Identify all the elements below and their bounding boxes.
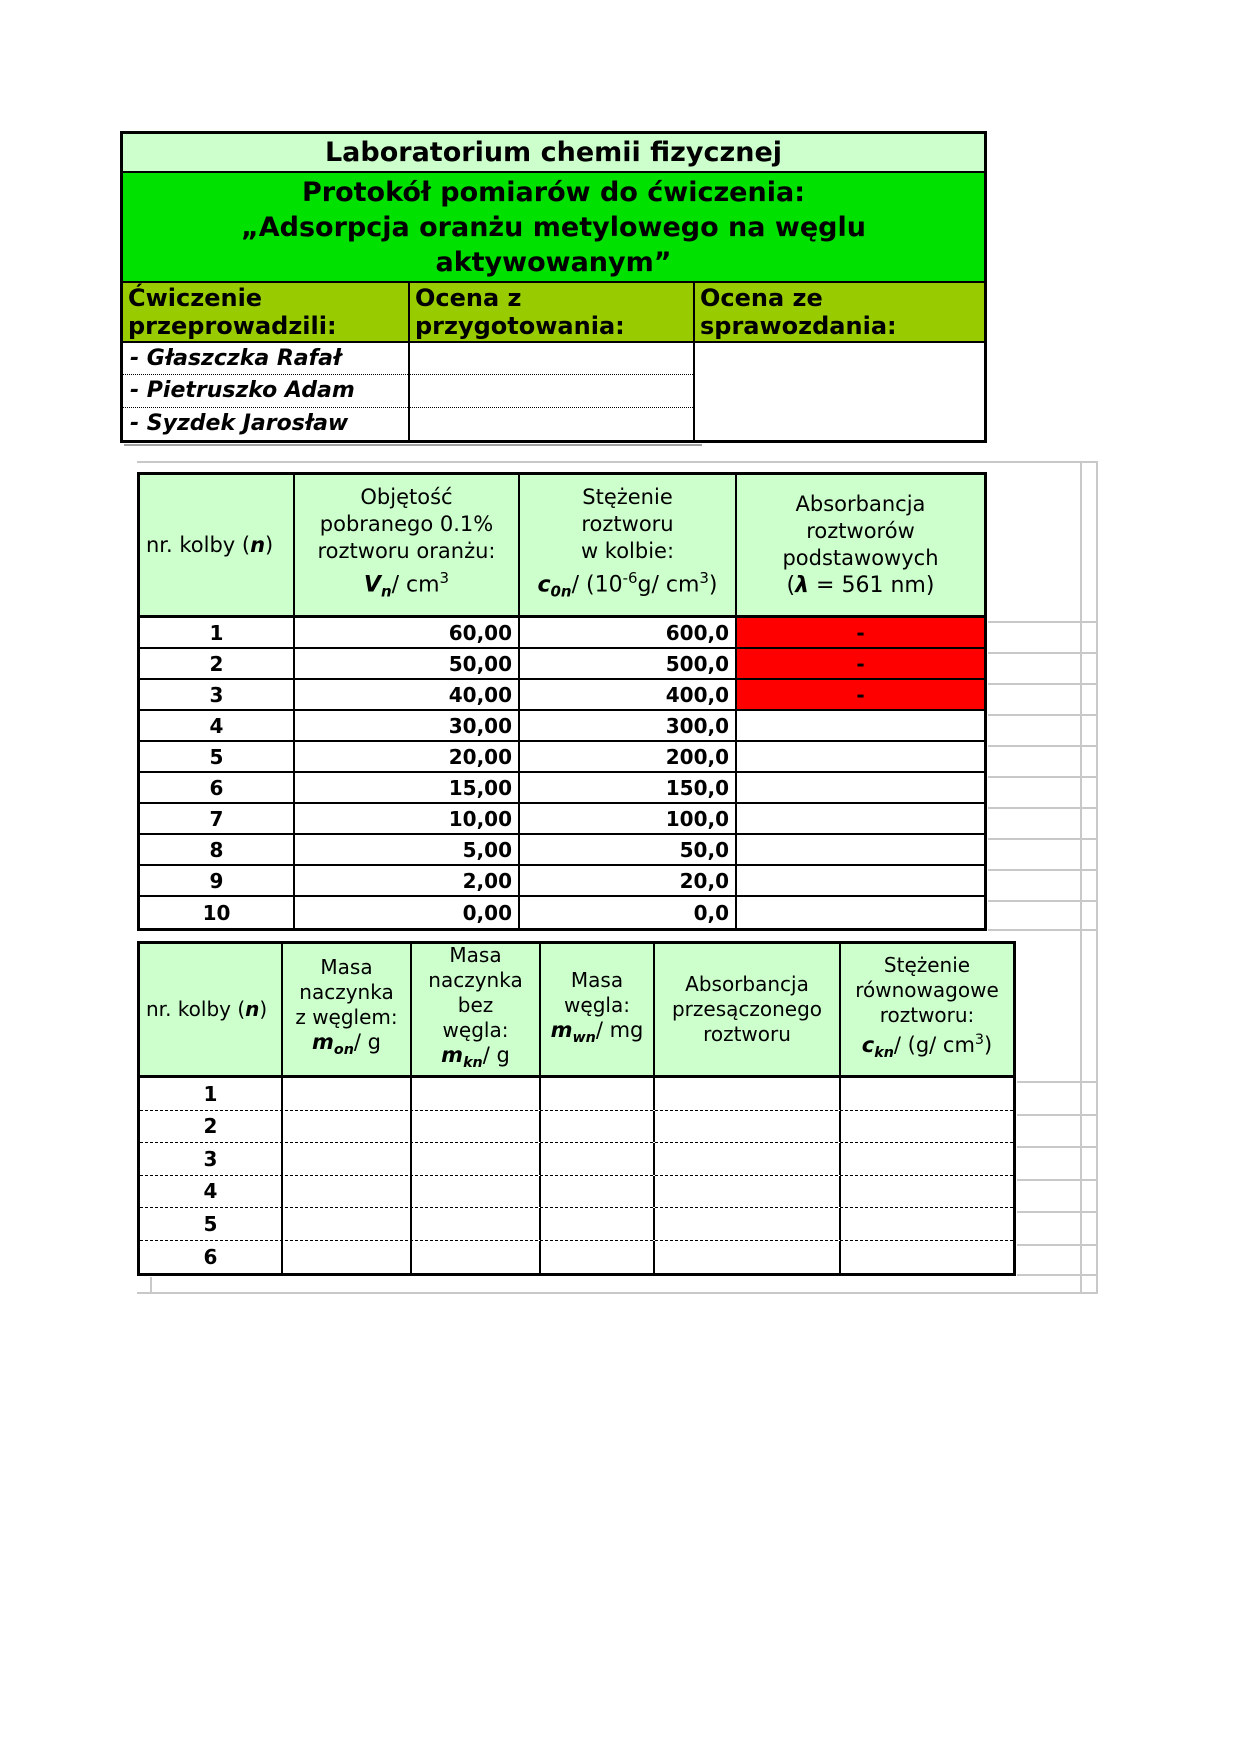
flask-number-cell: 2 — [140, 1111, 283, 1143]
gridline — [988, 714, 1096, 716]
table-row — [140, 680, 984, 711]
filtrate-absorbance-cell — [655, 1208, 841, 1240]
concentration-cell: 600,0 — [520, 618, 737, 647]
standards-table-header — [140, 475, 984, 618]
mass-with-carbon-cell — [283, 1078, 412, 1110]
flask-number-cell: 1 — [140, 1078, 283, 1110]
gridline — [988, 869, 1096, 871]
flask-number-cell: 3 — [140, 680, 295, 709]
header-line: bez — [457, 992, 494, 1017]
gridline — [988, 776, 1096, 778]
flask-number-cell: 5 — [140, 1208, 283, 1240]
header-line: Masa — [320, 955, 373, 980]
table-row — [140, 773, 984, 804]
prep-grade-cell — [410, 343, 695, 440]
volume-cell: 2,00 — [295, 866, 520, 895]
header-line: w kolbie: — [580, 539, 675, 564]
flask-number-cell: 2 — [140, 649, 295, 678]
formula-mwn: $m_{wn}/$ mg — [550, 1017, 644, 1047]
col-equilibrium-concentration — [841, 944, 1013, 1075]
flask-number-cell: 6 — [140, 1241, 283, 1274]
col-mass-with-carbon — [283, 944, 412, 1075]
col-concentration — [520, 475, 737, 615]
mass-without-carbon-cell — [412, 1143, 541, 1175]
col-flask-number: nr. kolby (n) — [140, 475, 295, 615]
header-line: Absorbancja — [795, 492, 926, 516]
col-absorbance — [737, 475, 984, 615]
experimenter-name: - Syzdek Jarosław — [130, 411, 349, 437]
gridline — [988, 929, 1096, 931]
header-line: roztworu: — [879, 1002, 975, 1027]
table-row — [140, 711, 984, 742]
formula-mon: $m_{on}/$ g — [312, 1030, 381, 1059]
volume-cell: 60,00 — [295, 618, 520, 647]
col-volume — [295, 475, 520, 615]
table-row — [140, 618, 984, 649]
table-row — [140, 742, 984, 773]
absorbance-cell — [737, 835, 984, 864]
flask-number-cell: 3 — [140, 1143, 283, 1175]
concentration-cell: 150,0 — [520, 773, 737, 802]
concentration-cell: 100,0 — [520, 804, 737, 833]
mass-with-carbon-cell — [283, 1208, 412, 1240]
concentration-cell: 0,0 — [520, 897, 737, 928]
table-row — [140, 1111, 1013, 1144]
mass-without-carbon-cell — [412, 1176, 541, 1208]
protocol-header-table — [120, 131, 987, 443]
report-grade-header: Ocena ze sprawozdania: — [700, 284, 897, 340]
absorbance-cell: - — [737, 618, 984, 647]
header-line: Objętość — [360, 485, 453, 510]
flask-number-cell: 1 — [140, 618, 295, 647]
filtrate-absorbance-cell — [655, 1078, 841, 1110]
formula-mkn: $m_{kn}/$ g — [441, 1042, 510, 1072]
formula-ckn: $c_{kn}/$ (g/ $cm^3$) — [861, 1031, 993, 1062]
gridline — [124, 444, 702, 446]
banner-line: aktywowanym” — [435, 247, 672, 278]
report-grade-cell — [695, 343, 984, 440]
mass-with-carbon-cell — [283, 1176, 412, 1208]
gridline — [1017, 1114, 1096, 1116]
gridline — [1017, 1146, 1096, 1148]
performed-by-header: Ćwiczenie przeprowadzili: — [123, 283, 410, 341]
gridline — [137, 1292, 1096, 1294]
measurements-table-header — [140, 944, 1013, 1078]
gridline — [1017, 1179, 1096, 1181]
names-section — [123, 343, 984, 440]
header-line: naczynka — [299, 980, 394, 1005]
header-line: Absorbancja — [685, 972, 809, 996]
flask-number-cell: 5 — [140, 742, 295, 771]
volume-cell: 10,00 — [295, 804, 520, 833]
gridline — [988, 900, 1096, 902]
header-line: roztworu — [581, 512, 674, 537]
absorbance-cell — [737, 711, 984, 740]
table-row — [140, 1143, 1013, 1176]
equilibrium-concentration-cell — [841, 1143, 1013, 1175]
gridline — [1017, 1211, 1096, 1213]
gridline — [1017, 1274, 1096, 1276]
col-mass-without-carbon — [412, 944, 541, 1075]
gridline — [988, 652, 1096, 654]
carbon-mass-cell — [541, 1078, 655, 1110]
roles-header-row — [123, 283, 984, 343]
concentration-cell: 50,0 — [520, 835, 737, 864]
gridline — [150, 1277, 152, 1293]
header-line: równowagowe — [855, 977, 999, 1002]
lab-title: Laboratorium chemii fizycznej — [123, 134, 984, 173]
gridline — [988, 838, 1096, 840]
mass-without-carbon-cell — [412, 1208, 541, 1240]
volume-cell: 20,00 — [295, 742, 520, 771]
table-row — [140, 1176, 1013, 1209]
header-line: roztworów — [806, 519, 915, 543]
header-line: węgla: — [564, 992, 630, 1017]
filtrate-absorbance-cell — [655, 1111, 841, 1143]
volume-cell: 15,00 — [295, 773, 520, 802]
header-line: przesączonego — [671, 997, 823, 1021]
flask-number-cell: 4 — [140, 711, 295, 740]
volume-cell: 5,00 — [295, 835, 520, 864]
header-line: pobranego 0.1% — [319, 512, 494, 537]
absorbance-cell: - — [737, 649, 984, 678]
mass-with-carbon-cell — [283, 1241, 412, 1274]
header-line: podstawowych — [782, 546, 939, 570]
equilibrium-concentration-cell — [841, 1176, 1013, 1208]
carbon-mass-cell — [541, 1143, 655, 1175]
formula-c0n: $c_{0n}/$ ($10^{-6}g/$ $cm^3$) — [537, 569, 718, 601]
flask-number-cell: 9 — [140, 866, 295, 895]
flask-number-cell: 4 — [140, 1176, 283, 1208]
gridline — [988, 807, 1096, 809]
table-row — [140, 866, 984, 897]
mass-with-carbon-cell — [283, 1143, 412, 1175]
experimenter-name: - Głaszczka Rafał — [123, 343, 408, 375]
gridline — [1096, 461, 1098, 1294]
header-line: Stężenie — [582, 485, 673, 510]
header-line: Masa — [570, 967, 624, 992]
protocol-banner — [123, 173, 984, 283]
banner-line: Protokół pomiarów do ćwiczenia: — [301, 177, 805, 208]
mass-without-carbon-cell — [412, 1078, 541, 1110]
gridline — [988, 683, 1096, 685]
volume-cell: 50,00 — [295, 649, 520, 678]
gridline — [988, 745, 1096, 747]
concentration-cell: 500,0 — [520, 649, 737, 678]
header-line: z węglem: — [295, 1005, 398, 1030]
equilibrium-concentration-cell — [841, 1111, 1013, 1143]
measurements-table — [137, 941, 1016, 1276]
formula-vn: $V_n/$ $cm^3$ — [363, 569, 450, 601]
carbon-mass-cell — [541, 1111, 655, 1143]
absorbance-cell — [737, 897, 984, 928]
flask-number-cell: 6 — [140, 773, 295, 802]
experimenter-name: - Pietruszko Adam — [123, 375, 408, 407]
experimenters-list — [123, 343, 410, 440]
header-line: naczynka — [428, 967, 523, 992]
gridline — [988, 621, 1096, 623]
equilibrium-concentration-cell — [841, 1241, 1013, 1274]
header-line: roztworu — [703, 1022, 791, 1046]
concentration-cell: 400,0 — [520, 680, 737, 709]
table-row — [140, 897, 984, 928]
concentration-cell: 200,0 — [520, 742, 737, 771]
concentration-cell: 20,0 — [520, 866, 737, 895]
volume-cell: 40,00 — [295, 680, 520, 709]
mass-without-carbon-cell — [412, 1111, 541, 1143]
header-line: roztworu oranżu: — [317, 539, 496, 564]
gridline — [1017, 1244, 1096, 1246]
filtrate-absorbance-cell — [655, 1241, 841, 1274]
absorbance-cell — [737, 773, 984, 802]
gridline — [137, 461, 1096, 463]
prep-grade-header: Ocena z przygotowania: — [410, 283, 695, 341]
equilibrium-concentration-cell — [841, 1078, 1013, 1110]
equilibrium-concentration-cell — [841, 1208, 1013, 1240]
banner-line: „Adsorpcja oranżu metylowego na węglu — [241, 212, 866, 243]
gridline — [1017, 1081, 1096, 1083]
header-line: Masa — [449, 942, 502, 967]
mass-with-carbon-cell — [283, 1111, 412, 1143]
absorbance-cell — [737, 804, 984, 833]
standards-table — [137, 472, 987, 931]
concentration-cell: 300,0 — [520, 711, 737, 740]
table-row — [140, 1078, 1013, 1111]
formula-lambda: (λ = 561 nm) — [786, 573, 935, 598]
volume-cell: 30,00 — [295, 711, 520, 740]
header-line: Stężenie — [883, 952, 971, 977]
carbon-mass-cell — [541, 1241, 655, 1274]
flask-number-cell: 10 — [140, 897, 295, 928]
gridline — [1080, 461, 1082, 1294]
carbon-mass-cell — [541, 1208, 655, 1240]
volume-cell: 0,00 — [295, 897, 520, 928]
table-row — [140, 649, 984, 680]
filtrate-absorbance-cell — [655, 1143, 841, 1175]
flask-number-cell: 8 — [140, 835, 295, 864]
col-flask-number: nr. kolby (n) — [140, 944, 283, 1075]
table-row — [140, 804, 984, 835]
filtrate-absorbance-cell — [655, 1176, 841, 1208]
col-carbon-mass — [541, 944, 655, 1075]
table-row — [140, 1241, 1013, 1274]
col-filtrate-absorbance — [655, 944, 841, 1075]
table-row — [140, 1208, 1013, 1241]
table-row — [140, 835, 984, 866]
absorbance-cell: - — [737, 680, 984, 709]
carbon-mass-cell — [541, 1176, 655, 1208]
absorbance-cell — [737, 742, 984, 771]
flask-number-cell: 7 — [140, 804, 295, 833]
absorbance-cell — [737, 866, 984, 895]
header-line: węgla: — [442, 1017, 509, 1042]
mass-without-carbon-cell — [412, 1241, 541, 1274]
